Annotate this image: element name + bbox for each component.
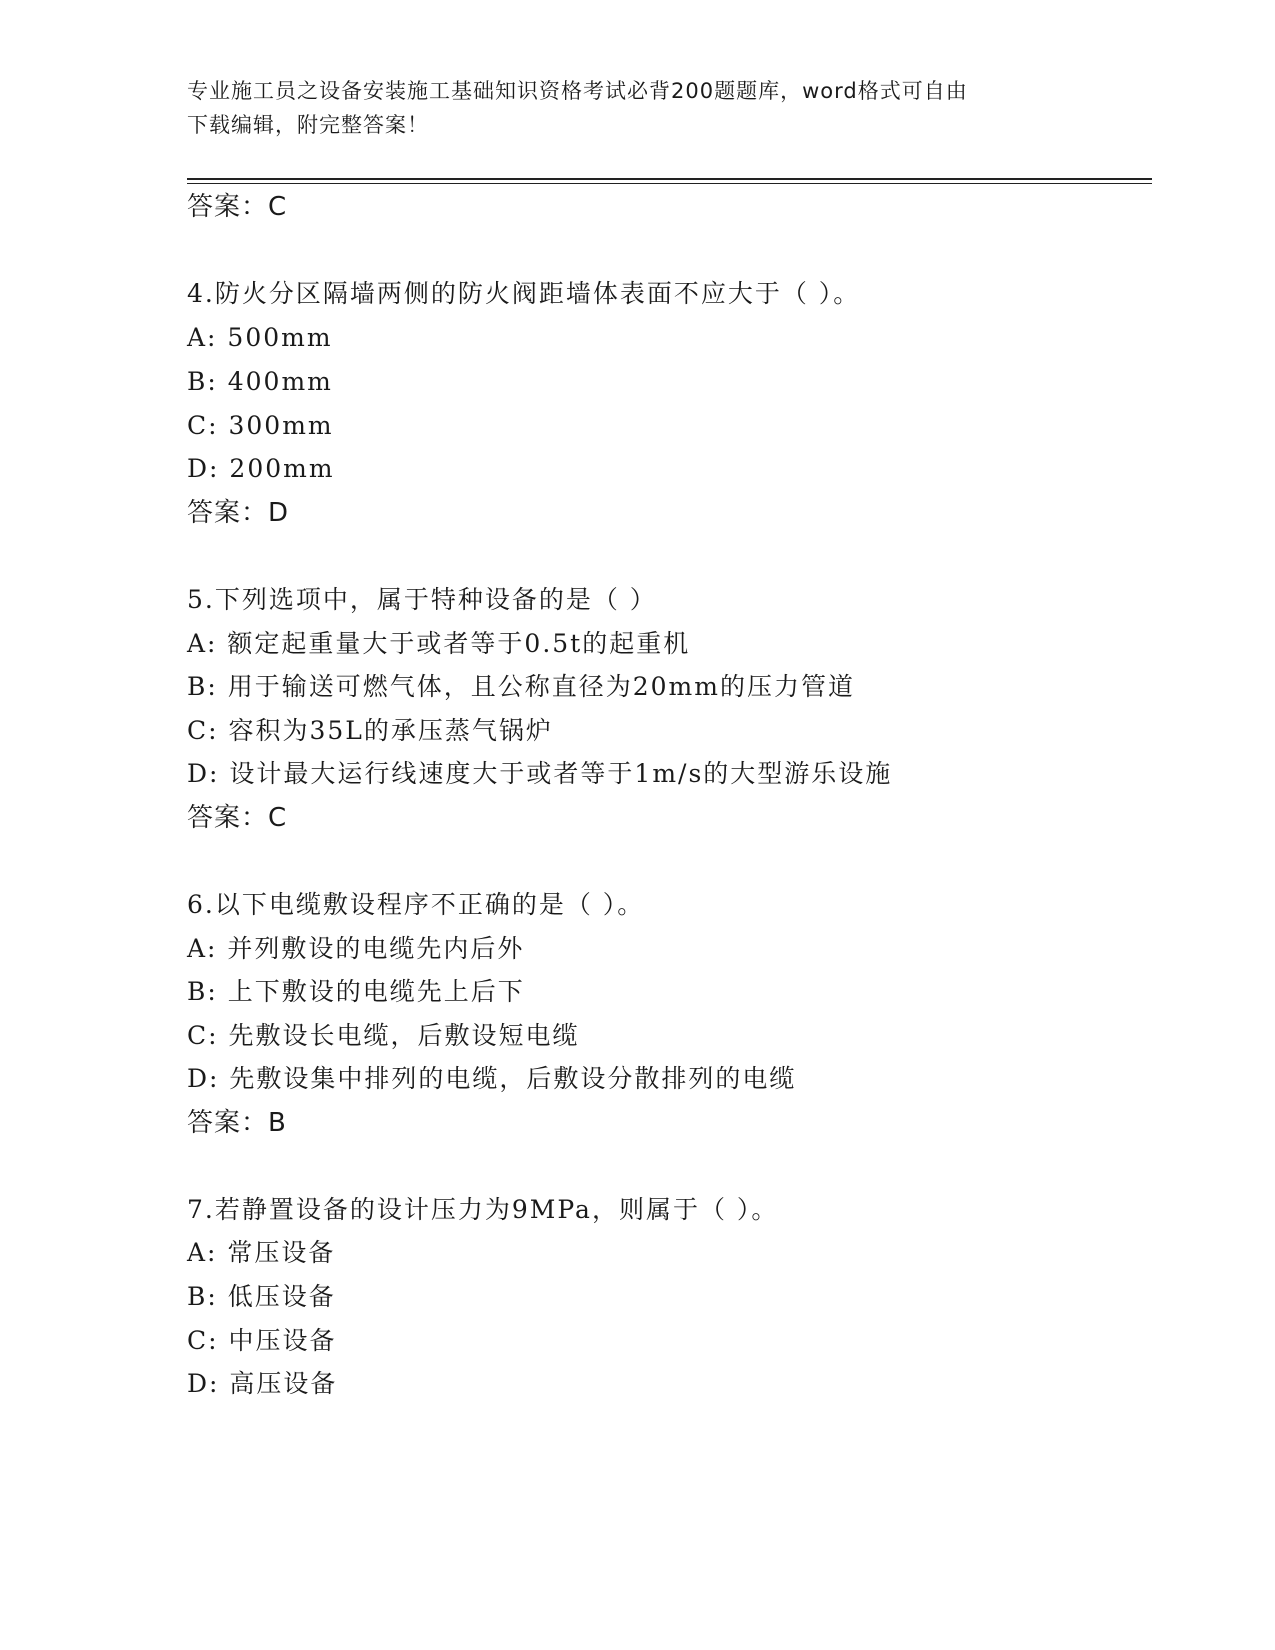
question-4-option-c: C: 300mm bbox=[187, 411, 334, 440]
header-line-2: 下载编辑，附完整答案！ bbox=[187, 113, 429, 137]
question-4-stem: 4.防火分区隔墙两侧的防火阀距墙体表面不应大于（ ）。 bbox=[187, 279, 861, 308]
question-6-stem: 6.以下电缆敷设程序不正确的是（ ）。 bbox=[187, 890, 645, 919]
question-6-option-a: A: 并列敷设的电缆先内后外 bbox=[187, 934, 525, 963]
question-7-stem: 7.若静置设备的设计压力为9MPa，则属于（ ）。 bbox=[187, 1195, 779, 1224]
question-4-option-b: B: 400mm bbox=[187, 367, 333, 396]
answer-q6: 答案：B bbox=[187, 1108, 287, 1138]
answer-q3: 答案：C bbox=[187, 192, 288, 222]
question-6-option-c: C: 先敷设长电缆，后敷设短电缆 bbox=[187, 1021, 580, 1050]
answer-q5: 答案：C bbox=[187, 803, 288, 833]
question-5-option-d: D: 设计最大运行线速度大于或者等于1m/s的大型游乐设施 bbox=[187, 759, 893, 788]
question-4-option-a: A: 500mm bbox=[187, 323, 333, 352]
question-5-option-b: B: 用于输送可燃气体，且公称直径为20mm的压力管道 bbox=[187, 672, 855, 701]
question-5-option-a: A: 额定起重量大于或者等于0.5t的起重机 bbox=[187, 629, 691, 658]
question-5-stem: 5.下列选项中，属于特种设备的是（ ） bbox=[187, 585, 657, 614]
question-7-option-d: D: 高压设备 bbox=[187, 1369, 338, 1398]
question-6-option-d: D: 先敷设集中排列的电缆，后敷设分散排列的电缆 bbox=[187, 1064, 797, 1093]
answer-q4: 答案：D bbox=[187, 498, 290, 528]
question-6-option-b: B: 上下敷设的电缆先上后下 bbox=[187, 977, 525, 1006]
header-line-1: 专业施工员之设备安装施工基础知识资格考试必背200题题库，word格式可自由 bbox=[187, 79, 968, 103]
question-7-option-a: A: 常压设备 bbox=[187, 1238, 336, 1267]
document-header bbox=[187, 74, 1067, 142]
header-divider bbox=[187, 178, 1152, 184]
question-7-option-c: C: 中压设备 bbox=[187, 1326, 337, 1355]
question-7-option-b: B: 低压设备 bbox=[187, 1282, 336, 1311]
question-4-option-d: D: 200mm bbox=[187, 454, 335, 483]
question-5-option-c: C: 容积为35L的承压蒸气锅炉 bbox=[187, 716, 553, 745]
